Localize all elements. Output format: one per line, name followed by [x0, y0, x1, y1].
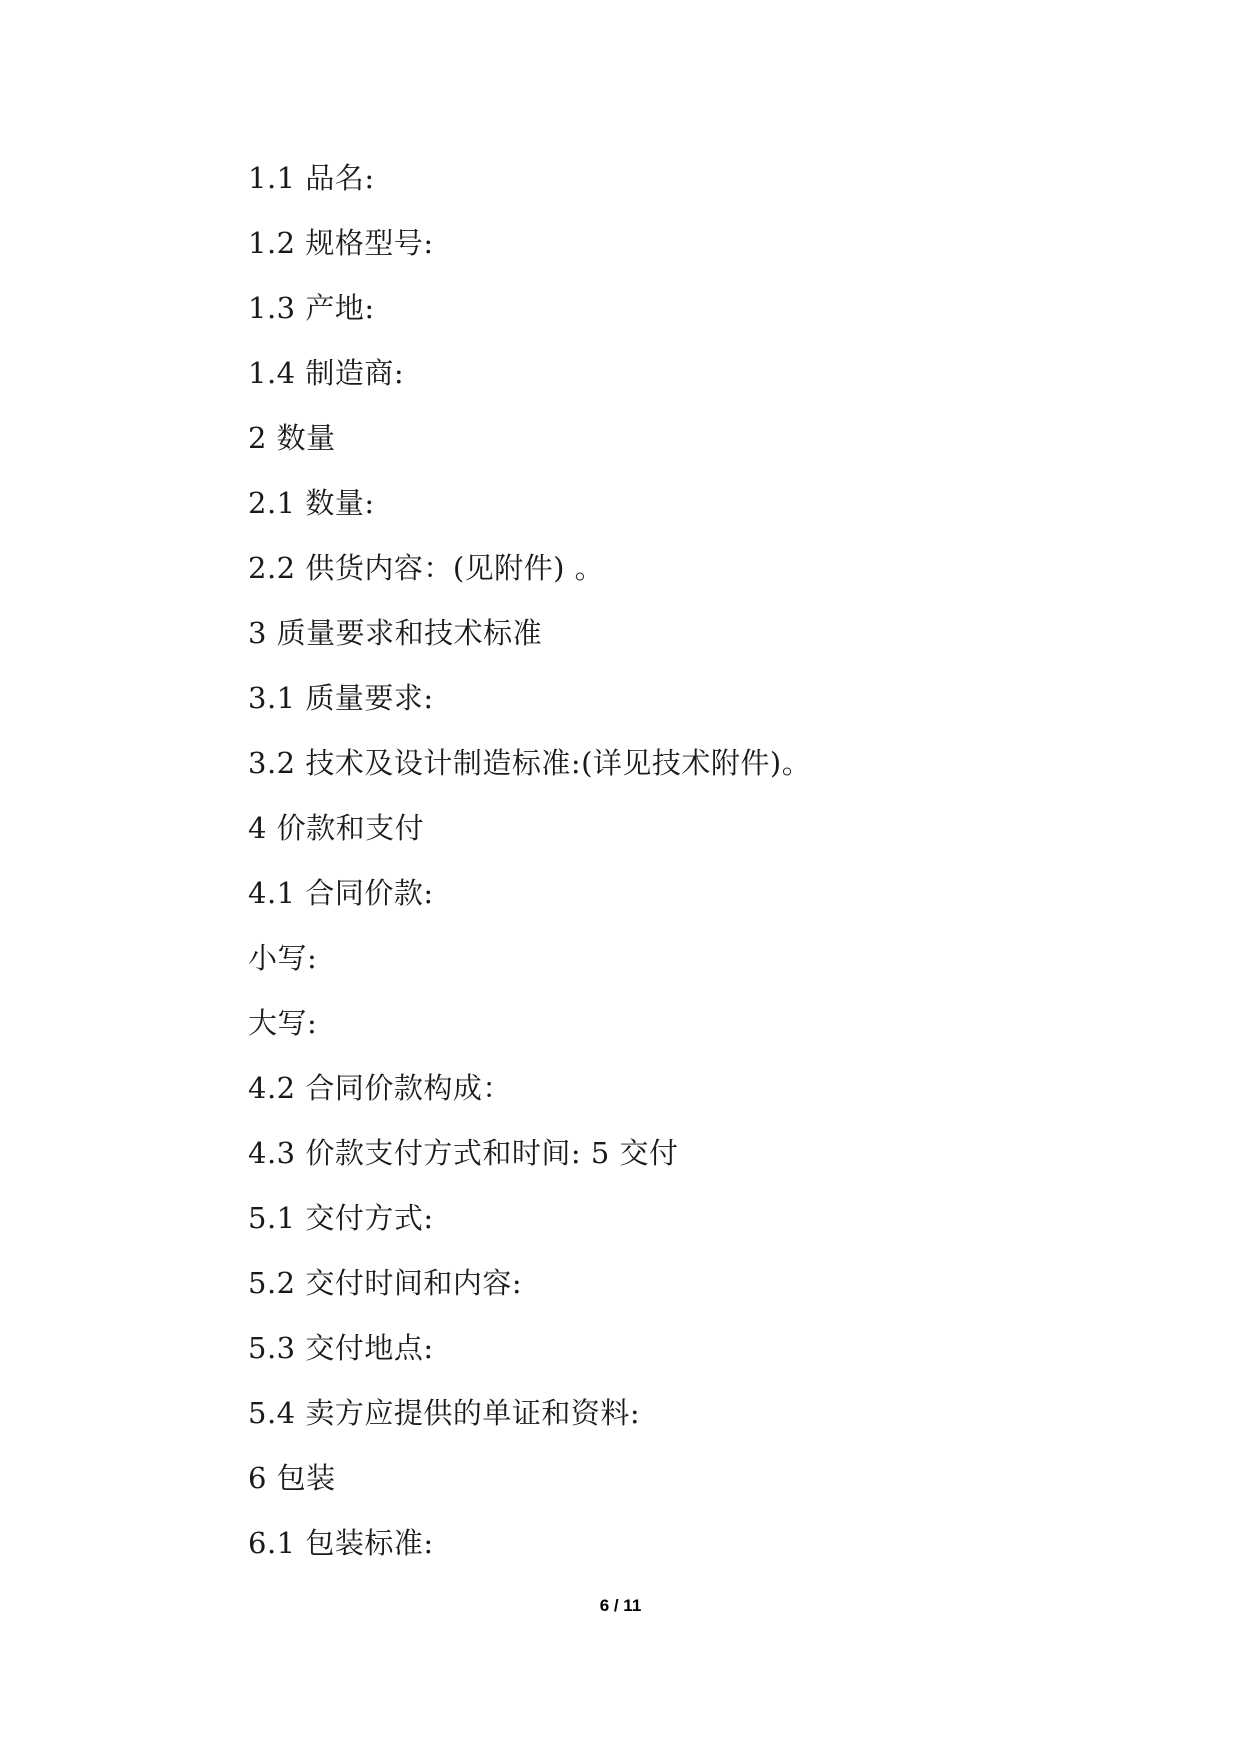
item-3-2-technical-standards: 3.2 技术及设计制造标准:(详见技术附件)。 — [248, 746, 812, 780]
item-1-3-origin: 1.3 产地: — [248, 291, 375, 325]
document-body — [248, 160, 1148, 1590]
item-5-1-delivery-method: 5.1 交付方式: — [248, 1201, 434, 1235]
section-6-packaging-heading: 6 包装 — [248, 1461, 336, 1495]
section-2-quantity-heading: 2 数量 — [248, 421, 336, 455]
page-number: 6 / 11 — [599, 1596, 642, 1615]
item-6-1-packaging-standard: 6.1 包装标准: — [248, 1526, 434, 1560]
item-5-3-delivery-location: 5.3 交付地点: — [248, 1331, 434, 1365]
amount-in-figures: 小写: — [248, 941, 318, 975]
item-4-2-price-composition: 4.2 合同价款构成： — [248, 1071, 512, 1105]
item-1-4-manufacturer: 1.4 制造商: — [248, 356, 405, 390]
item-5-4-seller-documents: 5.4 卖方应提供的单证和资料: — [248, 1396, 641, 1430]
section-4-price-payment-heading: 4 价款和支付 — [248, 811, 425, 845]
amount-in-words: 大写: — [248, 1006, 318, 1040]
item-4-1-contract-price: 4.1 合同价款: — [248, 876, 434, 910]
item-3-1-quality-requirements: 3.1 质量要求: — [248, 681, 434, 715]
item-1-2-specification-model: 1.2 规格型号: — [248, 226, 434, 260]
item-2-1-quantity: 2.1 数量: — [248, 486, 375, 520]
item-5-2-delivery-time-content: 5.2 交付时间和内容: — [248, 1266, 523, 1300]
section-3-quality-heading: 3 质量要求和技术标准 — [248, 616, 543, 650]
item-4-3-payment-method: 4.3 价款支付方式和时间: 5 交付 — [248, 1136, 679, 1170]
item-2-2-supply-content: 2.2 供货内容：(见附件) 。 — [248, 551, 605, 585]
item-1-1-product-name: 1.1 品名: — [248, 161, 375, 195]
